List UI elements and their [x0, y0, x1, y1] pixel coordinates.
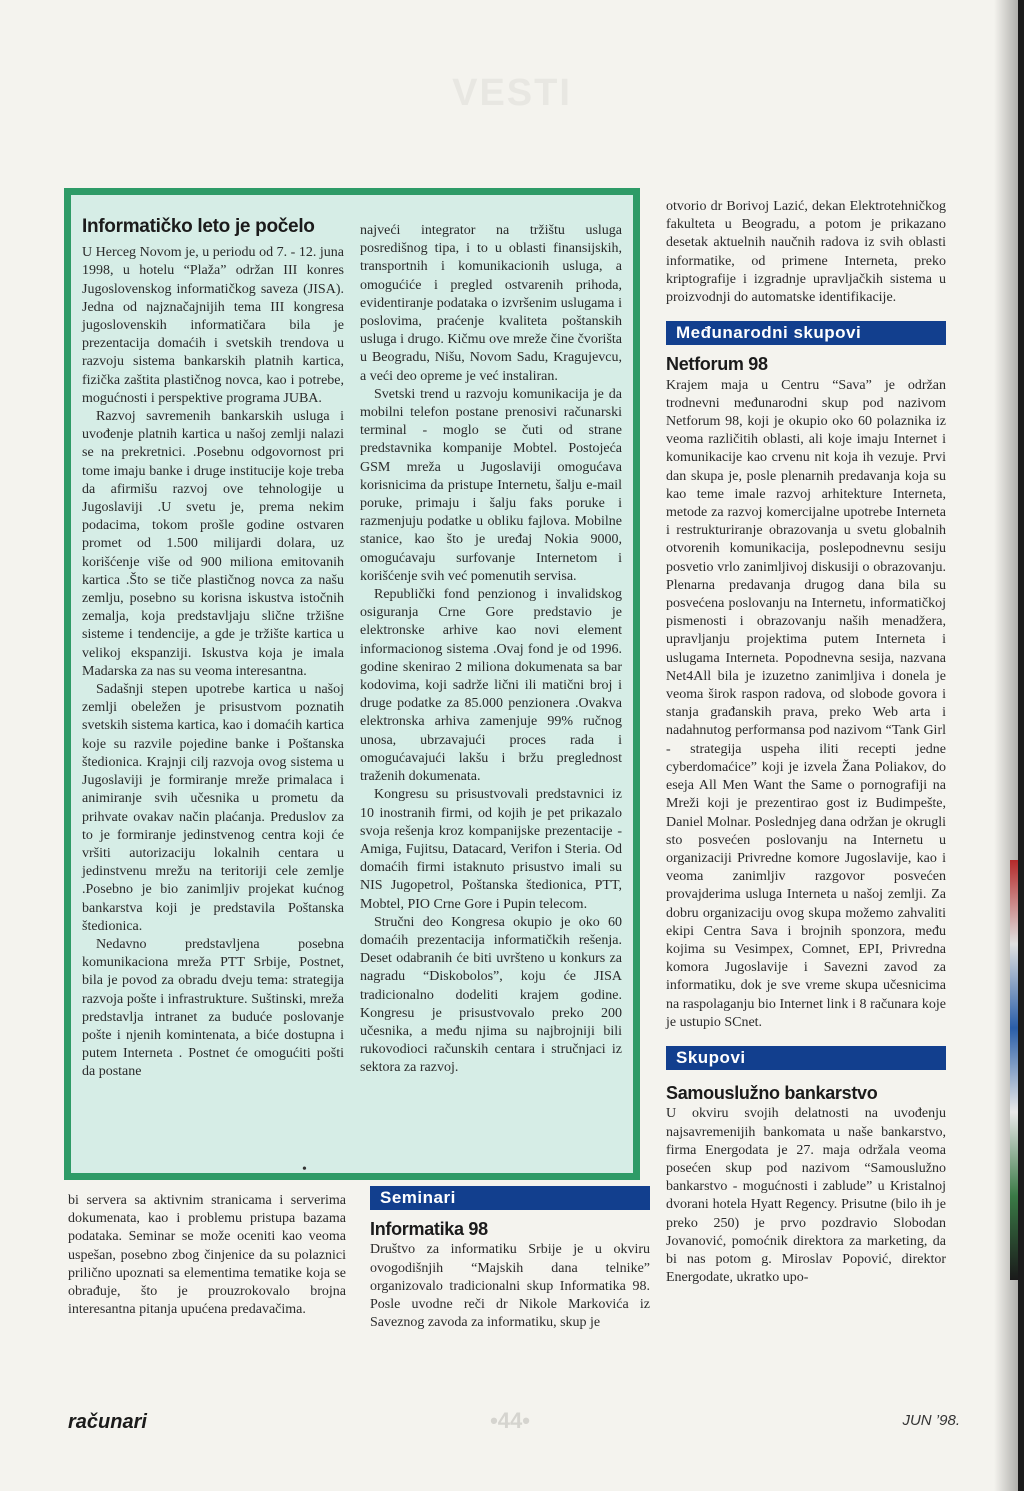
article1-paragraph: U Herceg Novom je, u periodu od 7. - 12. juna 1998, u hotelu “Plaža” održan III konres Jugoslovenskog informatičkog saveza (JISA). Jedna od najznačajnijih tema III kongresa jugoslovenskih informatičara bila je prezentacija domaćih i svetskih trendova u razvoju sistema bankarskih platnih kartica, fizička zaštita plastičnog novca, kao i potrebe, mogućnosti i perspektive programa JUBA. — [82, 245, 344, 406]
article1-middle-column — [360, 222, 622, 1078]
article1-paragraph: Sadašnji stepen upotrebe kartica u našoj zemlji obeležen je prisustvom poznatih svetskih sistema kartica, kao i domaćih kartica koje su razvile pojedine banke i Poštanska štedionica. Krajnji cilj razvoja ovog sistema u Jugoslaviji je formiranje mreže primalaca i animiranje svih učesnika u prometu da prihvate ovakav način plaćanja. Preduslov za to je formiranje jedinstvenog centra koji će vršiti autorizaciju lokalnih centara u jedinstvenu mrežu na teritoriji cele zemlje .Posebno je bio zanimljiv projekat kućnog bankarstva koji je predstavila Poštanska štedionica. — [82, 682, 344, 934]
skupovi-text: U okviru svojih delatnosti na uvođenju najsavremenijih bankomata u naše bankarstvo, firma Energodata je 27. maja održala veoma posećen skup pod nazivom “Samouslužno bankarstvo - mogućnosti i zablude” u Kristalnoj dvorani hotela Hyatt Regency. Prisutne (bilo ih je preko 250) je prvo pozdravio Slobodan Jovanović, pomoćnik direktora za marketing, da bi nas potom g. Miroslav Popović, direktor Energodate, ukratko upo- — [666, 1106, 946, 1286]
article1-left-column — [82, 218, 344, 1082]
seminari-text: Društvo za informatiku Srbije je u okviru ovogodišnjih “Majskih dana telnike” organizovalo tradicionalni skup Informatika 98. Posle uvodne reči dr Nikole Markovića iz Saveznog zavoda za informatiku, skup je — [370, 1242, 650, 1331]
international-banner: Međunarodni skupovi — [666, 321, 946, 345]
seminari-banner: Seminari — [370, 1186, 650, 1210]
right-top-paragraph: otvorio dr Borivoj Lazić, dekan Elektrotehničkog fakulteta u Beogradu, a potom je prikazano desetak aktuelnih naučnih radova iz svih oblasti informatike, od primene Interneta, preko kriptografije i izgradnje upravljačkih sistema u proizvodnji do automatske identifikacije. — [666, 199, 946, 306]
continuation-paragraph: bi servera sa aktivnim stranicama i serverima dokumenata, kao i problemu pristupa bazama podataka. Seminar se može oceniti kao veoma uspešan, posebno zbog činjenice da su polaznici prilično upoznati sa elementima tematike koja se obrađuje, što je prouzrokovalo brojna interesantna pitanja upućena predavačima. — [68, 1193, 346, 1318]
article1-paragraph: Kongresu su prisustvovali predstavnici iz 10 inostranih firmi, od kojih je pet prikazalo svoja rešenja kroz kompanijske prezentacije - Amiga, Fujitsu, Datacard, Verifon i Steria. Od domaćih firmi istaknuto prisustvo imali su NIS Jugopetrol, Poštanska štedionica, PTT, Mobtel, PIO Crne Gore i Pupin telecom. — [360, 787, 622, 912]
seminari-title: Informatika 98 — [370, 1219, 488, 1240]
article1-continuation — [68, 1192, 346, 1319]
skupovi-title: Samouslužno bankarstvo — [666, 1083, 878, 1104]
issue-date: JUN ’98. — [902, 1412, 960, 1429]
section-header: VESTI — [452, 72, 572, 114]
article1-paragraph: Svetski trend u razvoju komunikacija je da mobilni telefon postane prenosivi računarski terminal - moglo se čuti od strane predstavnika kompanije Mobtel. Postojeća GSM mreža u Jugoslaviji omogućava korisnicima da pristupe Internetu, šalju e-mail poruke, primaju i šalju faks poruke i razmenjuju podatke u obliku fajlova. Mobilne stanice, kao što je uređaj Nokia 9000, omogućavaju surfovanje Internetom i korišćenje svih već pomenutih servisa. — [360, 386, 622, 584]
article1-paragraph: Stručni deo Kongresa okupio je oko 60 domaćih prezentacija informatičkih rešenja. Deset odabranih će biti uvršteno u konkurs za nagradu “Diskobolos”, koju će JISA tradicionalno dodeliti krajem godine. Kongresu je prisustvovalo preko 200 učesnika, a među njima su najbrojniji bili rukovodioci računskih centara i stručnjaci iz sektora za razvoj. — [360, 914, 622, 1076]
page-number: •44• — [490, 1408, 530, 1433]
right-column — [666, 198, 946, 1287]
end-bullet: • — [302, 1162, 307, 1177]
magazine-brand: računari — [68, 1411, 147, 1433]
seminari-section — [370, 1186, 650, 1332]
skupovi-banner: Skupovi — [666, 1046, 946, 1070]
article1-paragraph: najveći integrator na tržištu usluga posredišnog tipa, i to u oblasti finansijskih, transportnih i komunikacionih usluga, a omogućiće i pregled ostvarenih prihoda, evidentiranje podataka o izvršenim uslugama i poslovima, praćenje kvaliteta poštanskih usluga i drugo. Kičmu ove mreže čine čvorišta u Beogradu, Nišu, Novom Sadu, Kragujevcu, a veći deo opreme je već instaliran. — [360, 223, 622, 384]
article1-paragraph: Republički fond penzionog i invalidskog osiguranja Crne Gore predstavio je elektronske arhive kao novi element informacionog sistema .Ovaj fond je od 1996. godine skenirao 2 miliona dokumenata sa bar kodovima, koji sadrže lični ili matični broj i druge podatke za 85.000 penzionera .Ovakva elektronska arhiva zamenjuje 99% ručnog unosa, ubrzavajući proces rada i omogućavajući lakšu i bržu preglednost traženih dokumenata. — [360, 587, 622, 785]
page-spine — [1018, 0, 1024, 1491]
article1-paragraph: Razvoj savremenih bankarskih usluga i uvođenje platnih kartica u našoj zemlji nalazi se na prekretnici. .Posebnu odgovornost pri tome imaju banke i druge institucije koje treba da afirmišu razvoj ove tehnologije u Jugoslaviji .U svetu je, prema nekim podacima, tokom prošle godine ostvaren promet od 1.500 milijardi dolara, uz korišćenje više od 900 miliona emitovanih kartica .Što se tiče plastičnog novca za našu zemlju, posebno su korisna iskustva istočnih zemalja, koja predstavljaju slične tržišne sisteme i tendencije, a gde je tržište kartica u velikoj ekspanziji. Iskustva koja je imala Madarska za nas su veoma interesantna. — [82, 409, 344, 679]
article1-title: Informatičko leto je počelo — [82, 216, 315, 237]
netforum-paragraph: Krajem maja u Centru “Sava” je održan trodnevni međunarodni skup pod nazivom Netforum 98, koji je okupio oko 60 polaznika iz veoma različitih oblasti, ali koje imaju Internet i komunikacije kao crvenu nit koja ih vezuje. Prvi dan skupa je, posle plenarnih predavanja koja su kao teme imale razvoj arhitekture Interneta, metode za razvoj komercijalne upotrebe Interneta i restrukturiranje obrazovanja u svetu globalnih otvorenih komunikacija, poslepodnevnu sesiju posvetio vrlo zanimljivoj diskusiji o obrazovanju. Plenarna predavanja drugog dana bila su posvećena poslovanju na Internetu, informatičkoj pismenosti i obrazovanju naših menadžera, upravljanju projektima putem Interneta i uslugama Interneta. Popodnevna sesija, nazvana Net4All bila je izuzetno zanimljiva i donela je veoma širok raspon radova, od slobode govora i stanja građanskih prava, preko Web arta i nadahnutog performansa pod nazivom “Tank Girl - strategija uspeha iliti recepti jedne cyberdomaćice” koji je izvela Žana Poliakov, do eseja All Men Want the Same o pornografiji na Mreži koji je prezentirao gost iz Budimpešte, Daniel Molnar. Poslednjeg dana održan je okrugli sto posvećen poslovanju na Internetu u organizaciji Privredne komore Jugoslavije, kao i veoma zanimljiv razgovor posvećen provajderima usluga Interneta u našoj zemlji. Za dobru organizaciju ovog skupa možemo zahvaliti ekipi Centra Sava i brojnih sponzora, među kojima su Vesimpex, Comnet, EPI, Privredna komora Jugoslavije i Savezni zavod za informatiku, dok je sve vreme skupa učesnicima na raspolaganju bio Internet link i 8 računara koje je ustupio SCnet. — [666, 377, 946, 1030]
netforum-title: Netforum 98 — [666, 354, 768, 375]
article1-paragraph: Nedavno predstavljena posebna komunikaciona mreža PTT Srbije, Postnet, bila je povod za obradu dveju tema: strategija razvoja pošte i infrastrukture. Suštinski, mreža predstavlja intranet za buduće poslovanje pošte i njenih komintenata, a biće dostupna i putem Interneta . Postnet će omogućiti pošti da postane — [82, 936, 344, 1080]
